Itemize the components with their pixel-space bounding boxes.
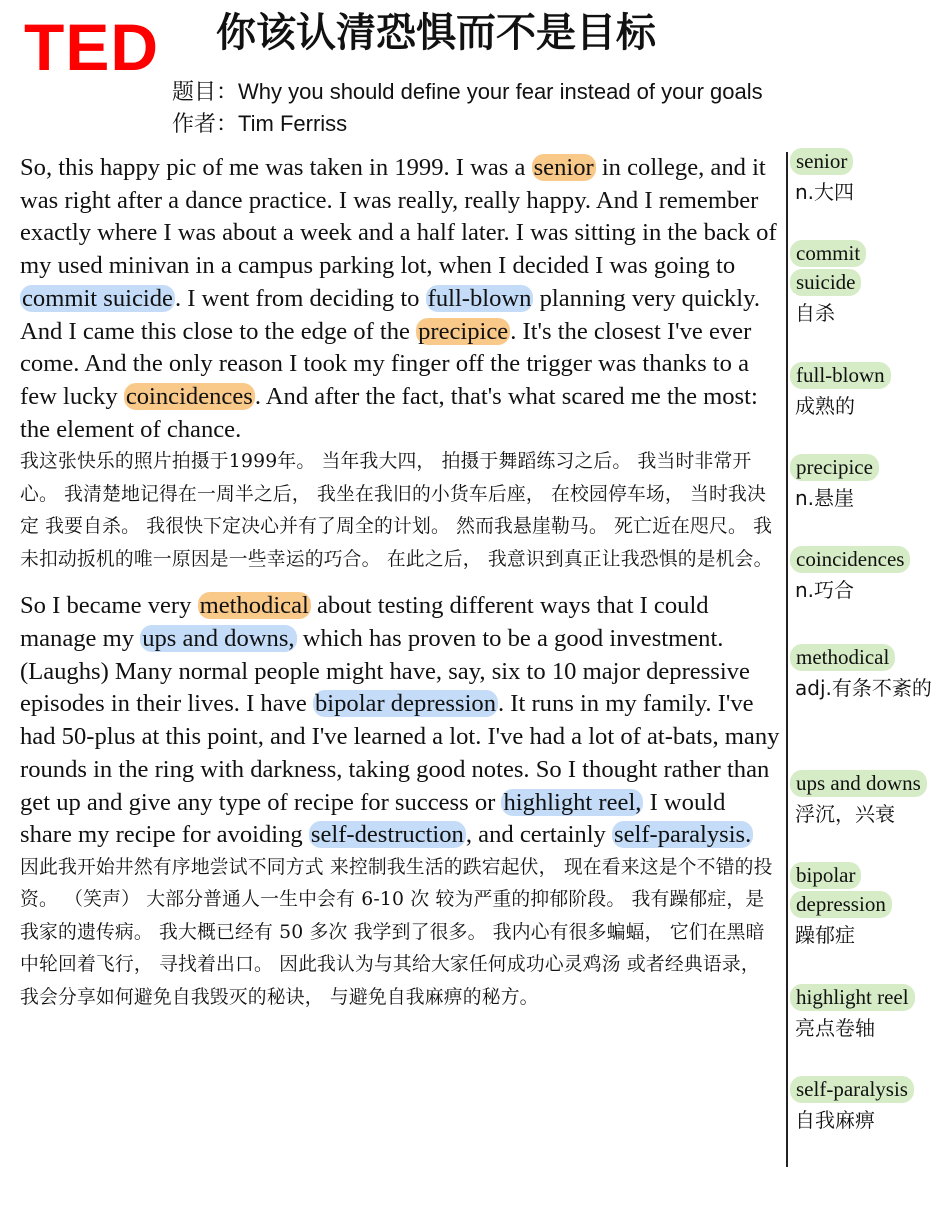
- glossary-term: self-paralysis: [790, 1076, 914, 1103]
- glossary-entry: [790, 546, 948, 606]
- glossary-definition: n.大四: [795, 180, 855, 204]
- glossary-definition: 自我麻痹: [795, 1108, 875, 1132]
- highlighted-term: self-paralysis.: [614, 821, 752, 849]
- glossary-definition: 成熟的: [795, 394, 855, 418]
- glossary-entry: [790, 362, 948, 422]
- chinese-paragraph-2: 因此我开始井然有序地尝试不同方式 来控制我生活的跌宕起伏， 现在看来这是个不错的投资。 （笑声） 大部分普通人一生中会有 6-10 次 较为严重的抑郁阶段。 我有躁郁症，是我家的遗传病。 我大概已经有 50 多次 我学到了很多。 我内心有很多蝙蝠， 它们在黑暗中轮回着飞行， 寻找着出口。 因此我认为与其给大家任何成功心灵鸡汤 或者经典语录， 我会分享如何避免自我毁灭的秘诀， 与避免自我麻痹的秘方。: [20, 856, 773, 1008]
- text-run: , and certainly: [465, 821, 612, 849]
- page-title: 你该认清恐惧而不是目标: [216, 10, 656, 56]
- highlighted-term: highlight reel,: [503, 788, 642, 816]
- glossary-definition: n.悬崖: [795, 486, 855, 510]
- text-run: . I went from deciding to: [174, 284, 426, 312]
- highlighted-term: coincidences: [125, 382, 253, 410]
- text-run: I would share my recipe for avoiding: [20, 788, 726, 849]
- glossary-term: highlight reel: [790, 984, 915, 1011]
- english-paragraph-1: [20, 152, 782, 446]
- glossary-term: depression: [790, 891, 892, 918]
- english-paragraph-2: [20, 590, 782, 852]
- glossary-entry: [790, 770, 948, 830]
- highlighted-term: ups and downs,: [142, 625, 295, 653]
- glossary-entry: [790, 984, 948, 1044]
- glossary-entry: [790, 454, 948, 514]
- glossary-entry: [790, 862, 948, 951]
- text-run: . It's the closest I've ever come. And the only reason I took my finger off the trigger was thanks to a few lucky: [20, 317, 752, 410]
- glossary-term: precipice: [790, 454, 879, 481]
- glossary-term: full-blown: [790, 362, 891, 389]
- glossary-definition: 躁郁症: [795, 923, 855, 947]
- glossary-term: coincidences: [790, 546, 910, 573]
- glossary-entry: [790, 644, 948, 704]
- glossary-definition: adj.有条不紊的: [795, 676, 932, 700]
- talk-author: 作者：Tim Ferriss: [172, 111, 348, 136]
- glossary-definition: 亮点卷轴: [795, 1016, 875, 1040]
- text-run: So I became very: [20, 592, 198, 620]
- glossary-entry: [790, 148, 948, 208]
- text-run: in college, and it was right after a dance practice. I was really, really happy. And I remember exactly where I was about a week and a half later. I was sitting in the back of my used minivan in a campus parking lot, when I decided I was going to: [20, 154, 777, 280]
- transcript: [20, 152, 782, 1014]
- highlighted-term: self-destruction: [310, 821, 464, 849]
- highlighted-term: senior: [533, 154, 594, 181]
- glossary-definition: 浮沉，兴衰: [795, 802, 895, 826]
- text-run: which has proven to be a good investment. (Laughs) Many normal people might have, say, six to 10 major depressive episodes in their lives. I have: [20, 625, 750, 718]
- text-run: planning very quickly. And I came this close to the edge of the: [20, 284, 760, 345]
- glossary-definition: 自杀: [795, 301, 835, 325]
- highlighted-term: commit suicide: [22, 284, 173, 312]
- highlighted-term: precipice: [418, 317, 509, 345]
- glossary-term: commit: [790, 240, 866, 267]
- highlighted-term: methodical: [199, 592, 309, 620]
- chinese-paragraph-1: 我这张快乐的照片拍摄于1999年。 当年我大四， 拍摄于舞蹈练习之后。 我当时非常开心。 我清楚地记得在一周半之后， 我坐在我旧的小货车后座， 在校园停车场， 当时我决定 我要自杀。 我很快下定决心并有了周全的计划。 然而我悬崖勒马。 死亡近在咫尺。 我未扣动扳机的唯一原因是一些幸运的巧合。 在此之后， 我意识到真正让我恐惧的是机会。: [20, 451, 773, 570]
- glossary-term: ups and downs: [790, 770, 927, 797]
- text-run: . And after the fact, that's what scared me the most: the element of chance.: [20, 382, 758, 443]
- glossary-entry: [790, 240, 948, 329]
- text-run: So, this happy pic of me was taken in 1999. I was a: [20, 154, 532, 181]
- highlighted-term: bipolar depression: [315, 690, 496, 718]
- text-run: . It runs in my family. I've had 50-plus at this point, and I've learned a lot. I've had a lot of at-bats, many rounds in the ring with darkness, taking good notes. So I thought rather than get up and give any type of recipe for success or: [20, 690, 780, 816]
- glossary-term: methodical: [790, 644, 895, 671]
- glossary-term: senior: [790, 148, 853, 175]
- glossary-definition: n.巧合: [795, 578, 855, 602]
- glossary-term: bipolar: [790, 862, 861, 889]
- glossary-entry: [790, 1076, 948, 1136]
- glossary-term: suicide: [790, 269, 861, 296]
- column-divider: [786, 152, 788, 1167]
- text-run: about testing different ways that I could manage my: [20, 592, 709, 653]
- highlighted-term: full-blown: [427, 284, 532, 312]
- ted-logo: TED: [24, 10, 159, 84]
- talk-topic: 题目：Why you should define your fear instead of your goals: [172, 79, 763, 104]
